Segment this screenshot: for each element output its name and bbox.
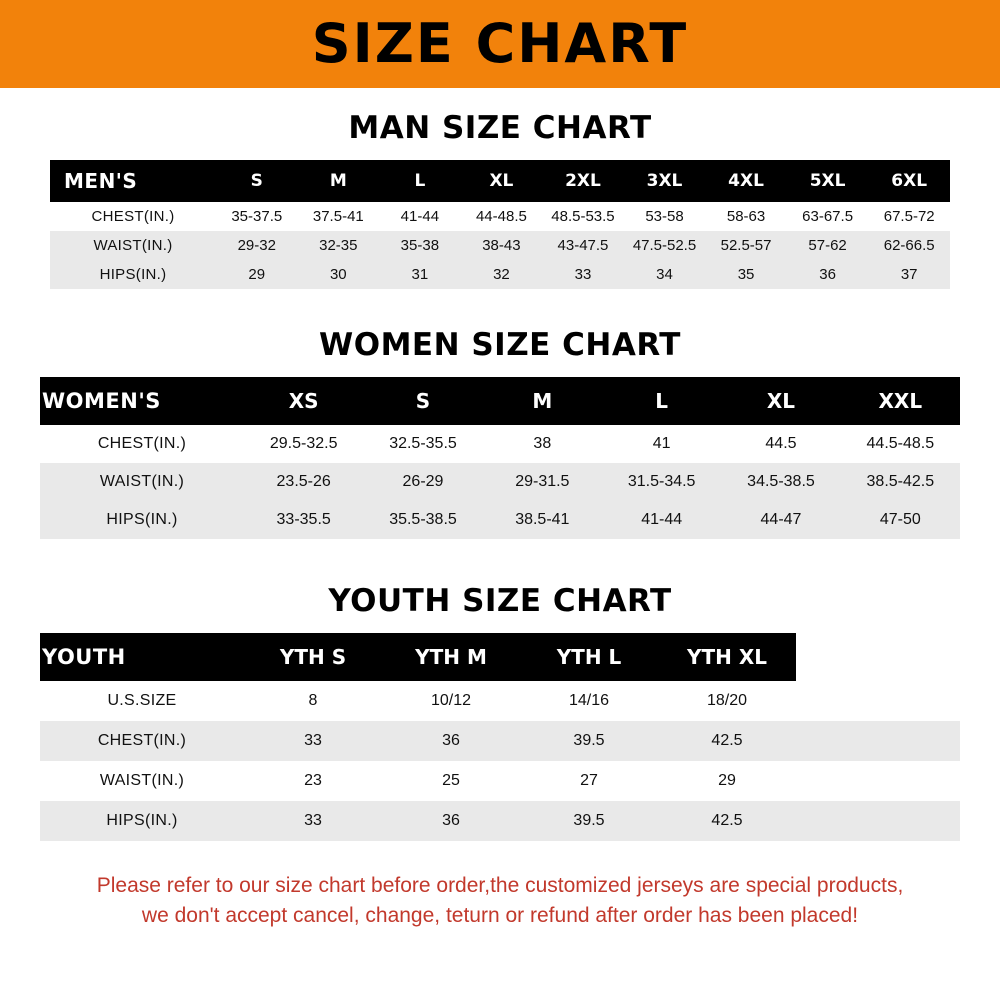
women-size-table — [40, 377, 960, 539]
youth-cell-0-1: 10/12 — [382, 681, 520, 721]
men-header-cell-7: 4XL — [705, 160, 787, 202]
table-row — [40, 501, 960, 539]
women-section — [0, 327, 1000, 539]
men-row-label-2: HIPS(IN.) — [50, 260, 216, 289]
youth-cell-2-1: 25 — [382, 761, 520, 801]
women-cell-1-1: 26-29 — [363, 463, 482, 501]
men-cell-1-0: 29-32 — [216, 231, 298, 260]
women-header-cell-2: S — [363, 377, 482, 425]
women-cell-1-2: 29-31.5 — [483, 463, 602, 501]
men-cell-0-4: 48.5-53.5 — [542, 202, 624, 231]
youth-header-cell-3: YTH L — [520, 633, 658, 681]
youth-cell-1-3: 42.5 — [658, 721, 796, 761]
men-section-title: MAN SIZE CHART — [348, 110, 652, 146]
men-header-cell-8: 5XL — [787, 160, 869, 202]
women-header-cell-6: XXL — [841, 377, 960, 425]
men-header-cell-3: L — [379, 160, 461, 202]
men-cell-1-1: 32-35 — [298, 231, 380, 260]
women-cell-2-3: 41-44 — [602, 501, 721, 539]
youth-cell-3-spacer — [796, 801, 960, 841]
men-cell-1-8: 62-66.5 — [868, 231, 950, 260]
women-row-label-0: CHEST(IN.) — [40, 425, 244, 463]
youth-cell-3-1: 36 — [382, 801, 520, 841]
footer-note-line-2: we don't accept cancel, change, teturn or refund after order has been placed! — [141, 904, 859, 928]
men-header-cell-0: MEN'S — [50, 160, 216, 202]
men-cell-2-8: 37 — [868, 260, 950, 289]
men-cell-0-3: 44-48.5 — [461, 202, 543, 231]
youth-cell-3-3: 42.5 — [658, 801, 796, 841]
men-cell-0-2: 41-44 — [379, 202, 461, 231]
table-row — [50, 202, 950, 231]
men-cell-0-7: 63-67.5 — [787, 202, 869, 231]
men-cell-1-4: 43-47.5 — [542, 231, 624, 260]
men-cell-2-2: 31 — [379, 260, 461, 289]
men-table-body — [50, 202, 950, 289]
table-row — [50, 231, 950, 260]
men-cell-2-7: 36 — [787, 260, 869, 289]
women-cell-0-0: 29.5-32.5 — [244, 425, 363, 463]
men-row-label-0: CHEST(IN.) — [50, 202, 216, 231]
youth-cell-1-2: 39.5 — [520, 721, 658, 761]
women-cell-1-0: 23.5-26 — [244, 463, 363, 501]
women-cell-1-3: 31.5-34.5 — [602, 463, 721, 501]
men-row-label-1: WAIST(IN.) — [50, 231, 216, 260]
table-row — [40, 801, 960, 841]
women-header-cell-0: WOMEN'S — [40, 377, 244, 425]
women-cell-2-1: 35.5-38.5 — [363, 501, 482, 539]
women-cell-0-1: 32.5-35.5 — [363, 425, 482, 463]
women-cell-2-4: 44-47 — [721, 501, 840, 539]
men-cell-0-8: 67.5-72 — [868, 202, 950, 231]
women-row-label-1: WAIST(IN.) — [40, 463, 244, 501]
table-row — [40, 721, 960, 761]
table-row — [40, 761, 960, 801]
men-header-cell-4: XL — [461, 160, 543, 202]
women-cell-1-4: 34.5-38.5 — [721, 463, 840, 501]
youth-row-label-2: WAIST(IN.) — [40, 761, 244, 801]
men-header-cell-6: 3XL — [624, 160, 706, 202]
men-cell-1-2: 35-38 — [379, 231, 461, 260]
women-cell-2-0: 33-35.5 — [244, 501, 363, 539]
men-cell-0-1: 37.5-41 — [298, 202, 380, 231]
youth-cell-2-0: 23 — [244, 761, 382, 801]
men-header-row — [50, 160, 950, 202]
men-size-table — [50, 160, 950, 289]
women-cell-0-2: 38 — [483, 425, 602, 463]
youth-cell-1-spacer — [796, 721, 960, 761]
banner — [0, 0, 1000, 88]
men-cell-1-6: 52.5-57 — [705, 231, 787, 260]
men-cell-2-1: 30 — [298, 260, 380, 289]
table-row — [40, 463, 960, 501]
youth-cell-0-spacer — [796, 681, 960, 721]
women-header-row — [40, 377, 960, 425]
youth-cell-2-spacer — [796, 761, 960, 801]
youth-header-cell-4: YTH XL — [658, 633, 796, 681]
women-table-body — [40, 425, 960, 539]
women-header-cell-4: L — [602, 377, 721, 425]
youth-header-cell-2: YTH M — [382, 633, 520, 681]
youth-header-row — [40, 633, 960, 681]
men-cell-2-4: 33 — [542, 260, 624, 289]
women-header-cell-5: XL — [721, 377, 840, 425]
youth-section — [0, 583, 1000, 841]
youth-cell-0-2: 14/16 — [520, 681, 658, 721]
youth-cell-0-3: 18/20 — [658, 681, 796, 721]
men-cell-2-6: 35 — [705, 260, 787, 289]
youth-row-label-0: U.S.SIZE — [40, 681, 244, 721]
women-cell-2-2: 38.5-41 — [483, 501, 602, 539]
youth-table-head — [40, 633, 960, 681]
youth-header-spacer — [796, 633, 960, 681]
youth-size-table — [40, 633, 960, 841]
women-table-head — [40, 377, 960, 425]
women-cell-0-4: 44.5 — [721, 425, 840, 463]
women-header-cell-1: XS — [244, 377, 363, 425]
men-table-head — [50, 160, 950, 202]
men-cell-0-0: 35-37.5 — [216, 202, 298, 231]
women-cell-0-5: 44.5-48.5 — [841, 425, 960, 463]
table-row — [50, 260, 950, 289]
youth-cell-3-2: 39.5 — [520, 801, 658, 841]
men-cell-2-0: 29 — [216, 260, 298, 289]
men-header-cell-2: M — [298, 160, 380, 202]
men-section — [0, 110, 1000, 289]
men-cell-1-7: 57-62 — [787, 231, 869, 260]
men-cell-1-3: 38-43 — [461, 231, 543, 260]
footer-note — [18, 871, 982, 932]
youth-row-label-1: CHEST(IN.) — [40, 721, 244, 761]
youth-cell-1-1: 36 — [382, 721, 520, 761]
youth-cell-2-2: 27 — [520, 761, 658, 801]
men-header-cell-1: S — [216, 160, 298, 202]
table-row — [40, 681, 960, 721]
youth-header-cell-1: YTH S — [244, 633, 382, 681]
men-header-cell-5: 2XL — [542, 160, 624, 202]
women-cell-0-3: 41 — [602, 425, 721, 463]
banner-title: SIZE CHART — [311, 12, 689, 75]
youth-section-title: YOUTH SIZE CHART — [328, 583, 672, 619]
youth-cell-0-0: 8 — [244, 681, 382, 721]
men-cell-1-5: 47.5-52.5 — [624, 231, 706, 260]
men-cell-2-5: 34 — [624, 260, 706, 289]
women-header-cell-3: M — [483, 377, 602, 425]
women-cell-1-5: 38.5-42.5 — [841, 463, 960, 501]
youth-cell-3-0: 33 — [244, 801, 382, 841]
men-cell-2-3: 32 — [461, 260, 543, 289]
footer-note-line-1: Please refer to our size chart before order,the customized jerseys are special products, — [96, 874, 904, 897]
youth-table-body — [40, 681, 960, 841]
youth-row-label-3: HIPS(IN.) — [40, 801, 244, 841]
men-header-cell-9: 6XL — [868, 160, 950, 202]
women-row-label-2: HIPS(IN.) — [40, 501, 244, 539]
youth-cell-1-0: 33 — [244, 721, 382, 761]
youth-header-cell-0: YOUTH — [40, 633, 244, 681]
table-row — [40, 425, 960, 463]
women-section-title: WOMEN SIZE CHART — [319, 327, 681, 363]
women-cell-2-5: 47-50 — [841, 501, 960, 539]
men-cell-0-5: 53-58 — [624, 202, 706, 231]
men-cell-0-6: 58-63 — [705, 202, 787, 231]
youth-cell-2-3: 29 — [658, 761, 796, 801]
